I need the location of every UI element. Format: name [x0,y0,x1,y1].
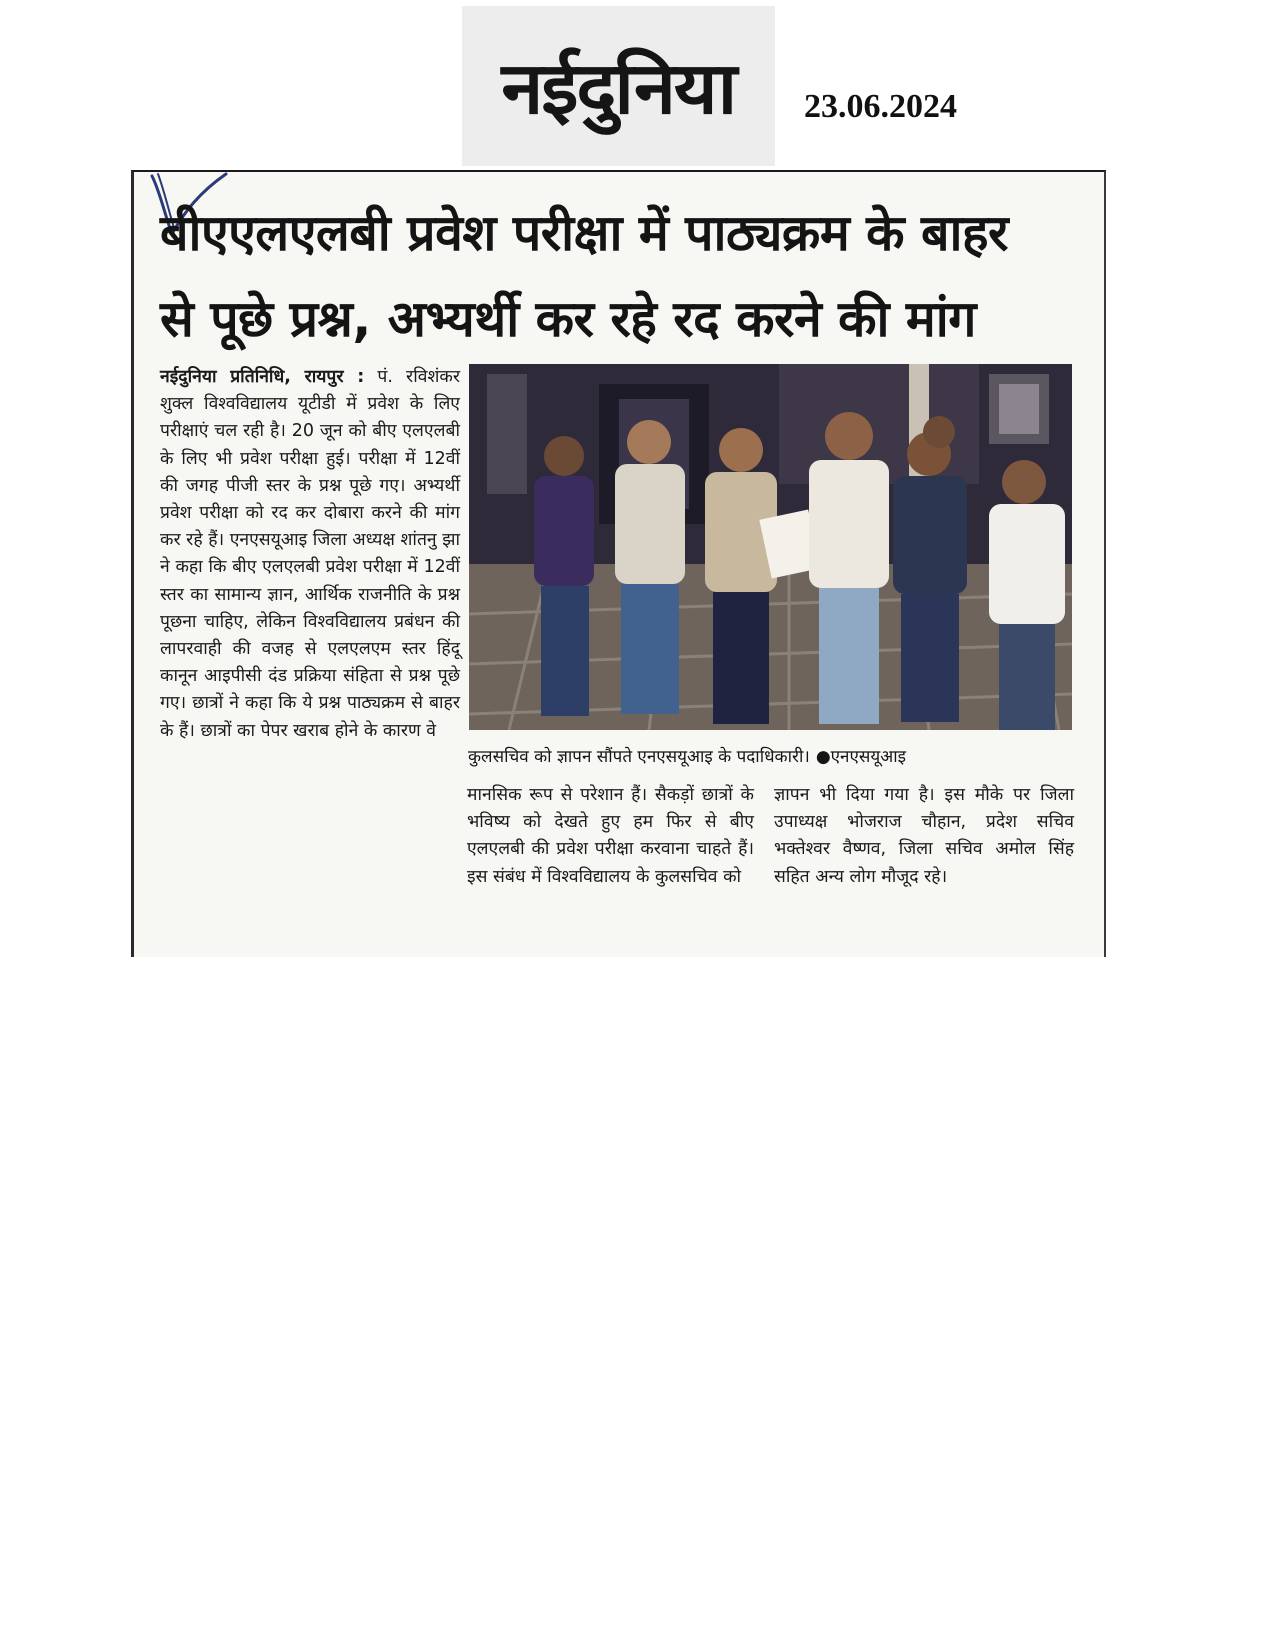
person-2 [615,420,685,714]
headline-line-2: से पूछे प्रश्न, अभ्यर्थी कर रहे रद करने की मांग [160,290,976,348]
article-column-1 [160,364,460,745]
article-column-2: मानसिक रूप से परेशान हैं। सैकड़ों छात्रों के भविष्य को देखते हुए हम फिर से बीए एलएलबी की प्रवेश परीक्षा करवाना चाहते हैं। इस संबंध में विश्वविद्यालय के कुलसचिव को [467,785,754,887]
caption-text: कुलसचिव को ज्ञापन सौंपते एनएसयूआइ के पदाधिकारी। [468,747,810,767]
photo-caption [468,744,1078,767]
article-column-3: ज्ञापन भी दिया गया है। इस मौके पर जिला उपाध्यक्ष भोजराज चौहान, प्रदेश सचिव भक्तेश्वर वैष्णव, जिला सचिव अमोल सिंह सहित अन्य लोग मौजूद रहे। [774,785,1074,887]
article-headline [160,190,1090,362]
headline-line-1: बीएएलएलबी प्रवेश परीक्षा में पाठ्यक्रम के बाहर [160,204,1008,262]
photo-credit: ●एनएसयूआइ [815,747,906,767]
person-3 [705,428,777,724]
column-1-body: पं. रविशंकर शुक्ल विश्वविद्यालय यूटीडी में प्रवेश के लिए परीक्षाएं चल रही है। 20 जून को बीए एलएलबी के लिए भी प्रवेश परीक्षा हुई। परीक्षा में 12वीं की जगह पीजी स्तर के प्रश्न पूछे गए। अभ्यर्थी प्रवेश परीक्षा को रद कर दोबारा करने की मांग कर रहे हैं। एनएसयूआइ जिला अध्यक्ष शांतनु झा ने कहा कि बीए एलएलबी प्रवेश परीक्षा में 12वीं स्तर का सामान्य ज्ञान, आर्थिक राजनीति के प्रश्न पूछना चाहिए, लेकिन विश्वविद्यालय प्रबंधन की लापरवाही की वजह से एलएलएम स्तर हिंदू कानून आइपीसी दंड प्रक्रिया संहिता से प्रश्न पूछे गए। छात्रों ने कहा कि ये प्रश्न पाठ्यक्रम से बाहर के हैं। छात्रों का पेपर खराब होने के कारण वे [160,367,460,741]
photo-illustration [469,364,1072,730]
article-byline: नईदुनिया प्रतिनिधि, रायपुर : [160,367,365,387]
news-clipping [131,170,1106,957]
publication-date: 23.06.2024 [804,88,957,125]
person-6 [923,416,955,448]
person-1 [534,436,594,716]
article-photo [469,364,1072,730]
masthead-logo-text: नईदुनिया [501,46,736,130]
newspaper-masthead [462,6,775,166]
